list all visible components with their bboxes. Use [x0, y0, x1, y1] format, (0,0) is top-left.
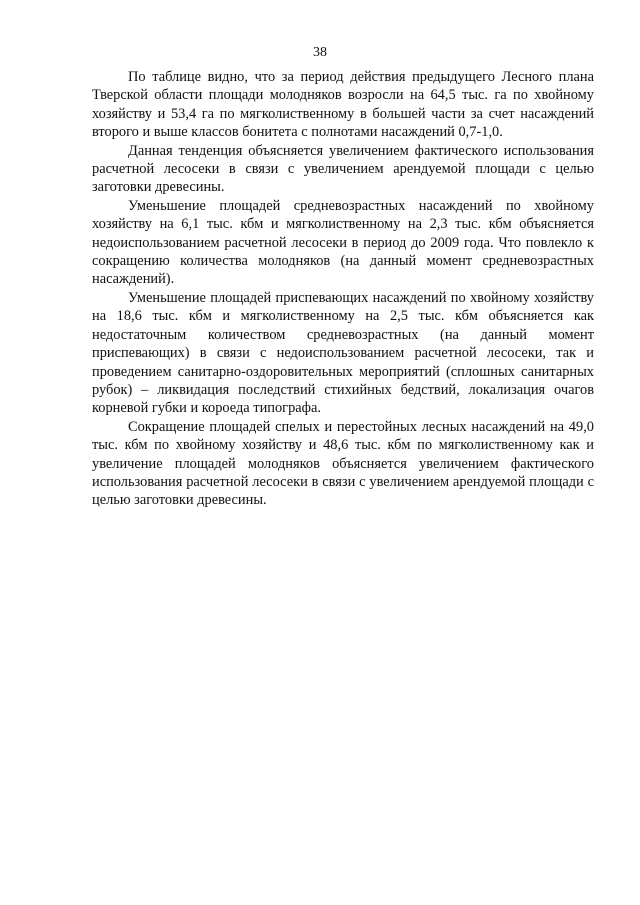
document-body	[92, 68, 594, 510]
page-number: 38	[313, 45, 327, 60]
paragraph-3: Уменьшение площадей средневозрастных насаждений по хвойному хозяйству на 6,1 тыс. кбм и мягколиственному на 2,3 тыс. кбм объясняется недоиспользованием расчетной лесосеки в период до 2009 года. Что повлекло к сокращению количества молодняков (на данный момент средневозрастных насаждений).	[92, 197, 594, 288]
paragraph-2: Данная тенденция объясняется увеличением фактического использования расчетной лесосеки в связи с увеличением арендуемой площади с целью заготовки древесины.	[92, 142, 594, 196]
paragraph-4: Уменьшение площадей приспевающих насаждений по хвойному хозяйству на 18,6 тыс. кбм и мягколиственному на 2,5 тыс. кбм объясняется как недостаточным количеством средневозрастных (на данный момент приспевающих) в связи с недоиспользованием расчетной лесосеки, так и проведением санитарно-оздоровительных мероприятий (сплошных санитарных рубок) – ликвидация последствий стихийных бедствий, локализация очагов корневой губки и короеда типографа.	[92, 289, 594, 417]
paragraph-1: По таблице видно, что за период действия предыдущего Лесного плана Тверской области площади молодняков возросли на 64,5 тыс. га по хвойному хозяйству и 53,4 га по мягколиственному в большей части за счет насаждений второго и выше классов бонитета с полнотами насаждений 0,7-1,0.	[92, 69, 594, 141]
paragraph-5: Сокращение площадей спелых и перестойных лесных насаждений на 49,0 тыс. кбм по хвойному хозяйству и 48,6 тыс. кбм по мягколиственному как и увеличение площадей молодняков объясняется увеличением фактического использования расчетной лесосеки в связи с увеличением арендуемой площади с целью заготовки древесины.	[92, 418, 594, 509]
